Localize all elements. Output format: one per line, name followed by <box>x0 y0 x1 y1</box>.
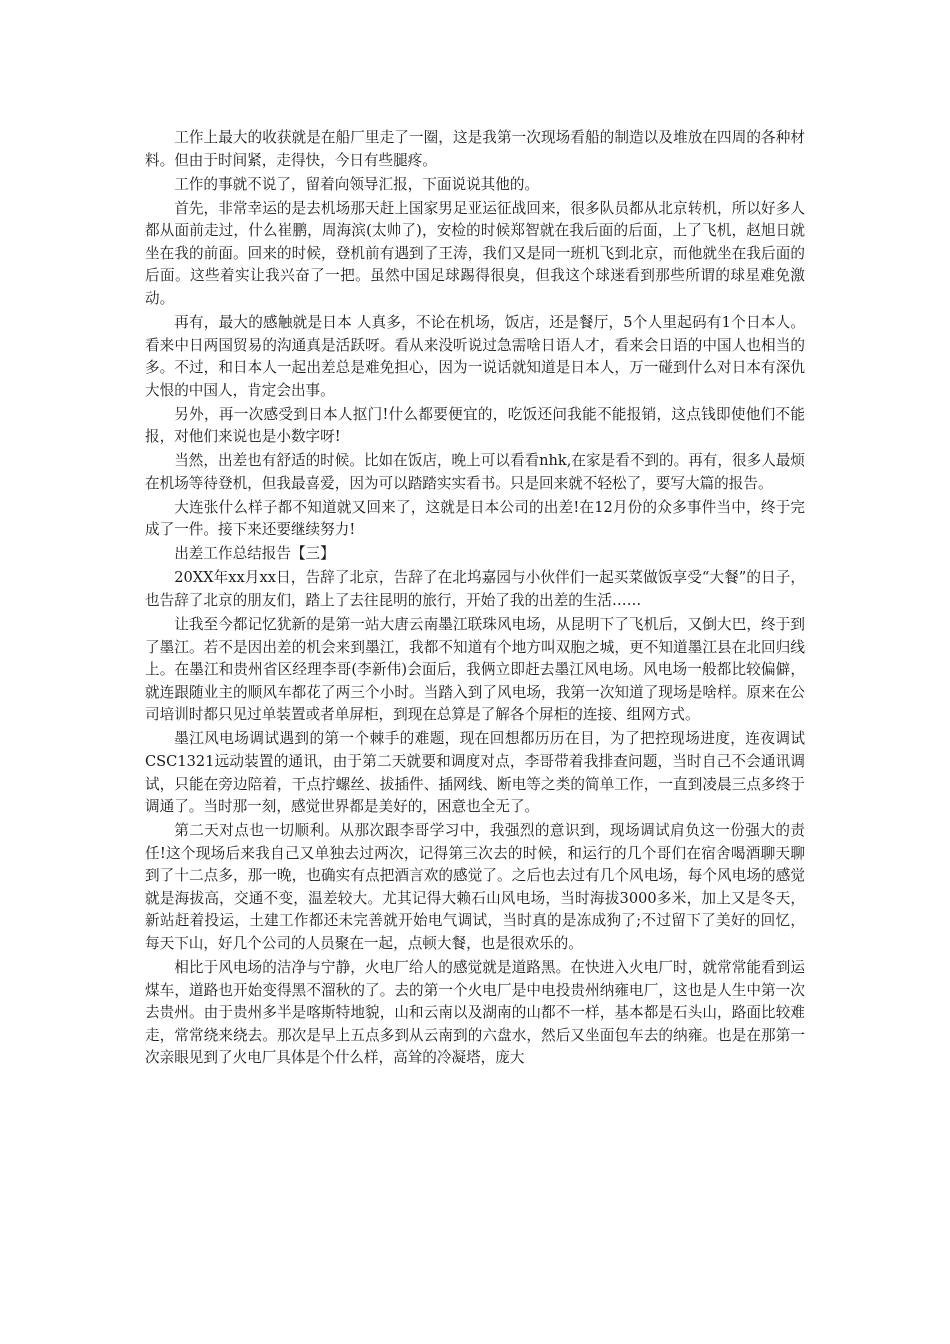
paragraph: 工作的事就不说了，留着向领导汇报，下面说说其他的。 <box>174 175 540 193</box>
paragraph: 让我至今都记忆犹新的是第一站大唐云南墨江联珠风电场，从昆明下了飞机后，又倒大巴，终于到了墨江。若不是因出差的机会来到墨江，我都不知道有个地方叫双胞之城，更不知道墨江县在北回归线上。在墨江和贵州省区经理李哥(李新伟)会面后，我俩立即赶去墨江风电场。风电场一般都比较偏僻，就连跟随业主的顺风车都花了两三个小时。当踏入到了风电场，我第一次知道了现场是啥样。原来在公司培训时都只见过单装置或者单屏柜，到现在总算是了解各个屏柜的连接、组网方式。 <box>145 615 805 724</box>
paragraph: 再有，最大的感触就是日本 人真多，不论在机场，饭店，还是餐厅，5个人里起码有1个日本人。看来中日两国贸易的沟通真是活跃呀。看从来没听说过急需啥日语人才，看来会日语的中国人也相当的多。不过，和日本人一起出差总是难免担心，因为一说话就知道是日本人，万一碰到什么对日本有深仇大恨的中国人，肯定会出事。 <box>145 313 805 399</box>
paragraph: 首先，非常幸运的是去机场那天赶上国家男足亚运征战回来，很多队员都从北京转机，所以好多人都从面前走过，什么崔鹏，周海滨(太帅了)，安检的时候郑智就在我后面的后面，上了飞机，赵旭日就坐在我的前面。回来的时候，登机前有遇到了王涛，我们又是同一班机飞到北京，而他就坐在我后面的后面。这些着实让我兴奋了一把。虽然中国足球踢得很臭，但我这个球迷看到那些所谓的球星难免激动。 <box>145 199 805 307</box>
document-body <box>145 127 805 1071</box>
paragraph: 当然，出差也有舒适的时候。比如在饭店，晚上可以看看nhk,在家是看不到的。再有，很多人最烦在机场等待登机，但我最喜爱，因为可以踏踏实实看书。只是回来就不轻松了，要写大篇的报告。 <box>145 452 805 492</box>
paragraph: 墨江风电场调试遇到的第一个棘手的难题，现在回想都历历在目，为了把控现场进度，连夜调试CSC1321远动装置的通讯，由于第二天就要和调度对点，李哥带着我排查问题，当时自己不会通讯调试，只能在旁边陪着，干点拧螺丝、拔插件、插网线、断电等之类的简单工作，一直到凌晨三点多终于调通了。当时那一刻，感觉世界都是美好的，困意也全无了。 <box>145 730 805 816</box>
paragraph: 第二天对点也一切顺利。从那次跟李哥学习中，我强烈的意识到，现场调试肩负这一份强大的责任!这个现场后来我自己又单独去过两次，记得第三次去的时候，和运行的几个哥们在宿舍喝酒聊天聊到了十二点多，那一晚，也确实有点把酒言欢的感觉了。之后也去过有几个风电场，每个风电场的感觉就是海拔高，交通不变，温差较大。尤其记得大赖石山风电场，当时海拔3000多米，加上又是冬天，新站赶着投运，土建工作都还未完善就开始电气调试，当时真的是冻成狗了;不过留下了美好的回忆，每天下山，好几个公司的人员聚在一起，点顿大餐，也是很欢乐的。 <box>145 822 805 953</box>
paragraph: 20XX年xx月xx日，告辞了北京，告辞了在北坞嘉园与小伙伴们一起买菜做饭享受“大餐”的日子，也告辞了北京的朋友们，踏上了去往昆明的旅行，开始了我的出差的生活…… <box>145 569 805 609</box>
paragraph: 另外，再一次感受到日本人抠门!什么都要便宜的，吃饭还问我能不能报销，这点钱即使他们不能报，对他们来说也是小数字呀! <box>145 405 805 446</box>
section-heading: 出差工作总结报告【三】 <box>174 545 335 563</box>
paragraph: 大连张什么样子都不知道就又回来了，这就是日本公司的出差!在12月份的众多事件当中，终于完成了一件。接下来还要继续努力! <box>145 498 805 539</box>
paragraph: 相比于风电场的洁净与宁静，火电厂给人的感觉就是道路黑。在快进入火电厂时，就常常能看到运煤车，道路也开始变得黑不溜秋的了。去的第一个火电厂是中电投贵州纳雍电厂，这也是人生中第一次去贵州。由于贵州多半是喀斯特地貌，山和云南以及湖南的山都不一样，基本都是石头山，路面比较难走，常常绕来绕去。那次是早上五点多到从云南到的六盘水，然后又坐面包车去的纳雍。也是在那第一次亲眼见到了火电厂具体是个什么样，高耸的冷凝塔，庞大 <box>145 959 805 1067</box>
paragraph: 工作上最大的收获就是在船厂里走了一圈，这是我第一次现场看船的制造以及堆放在四周的各种材料。但由于时间紧，走得快，今日有些腿疼。 <box>145 129 805 169</box>
